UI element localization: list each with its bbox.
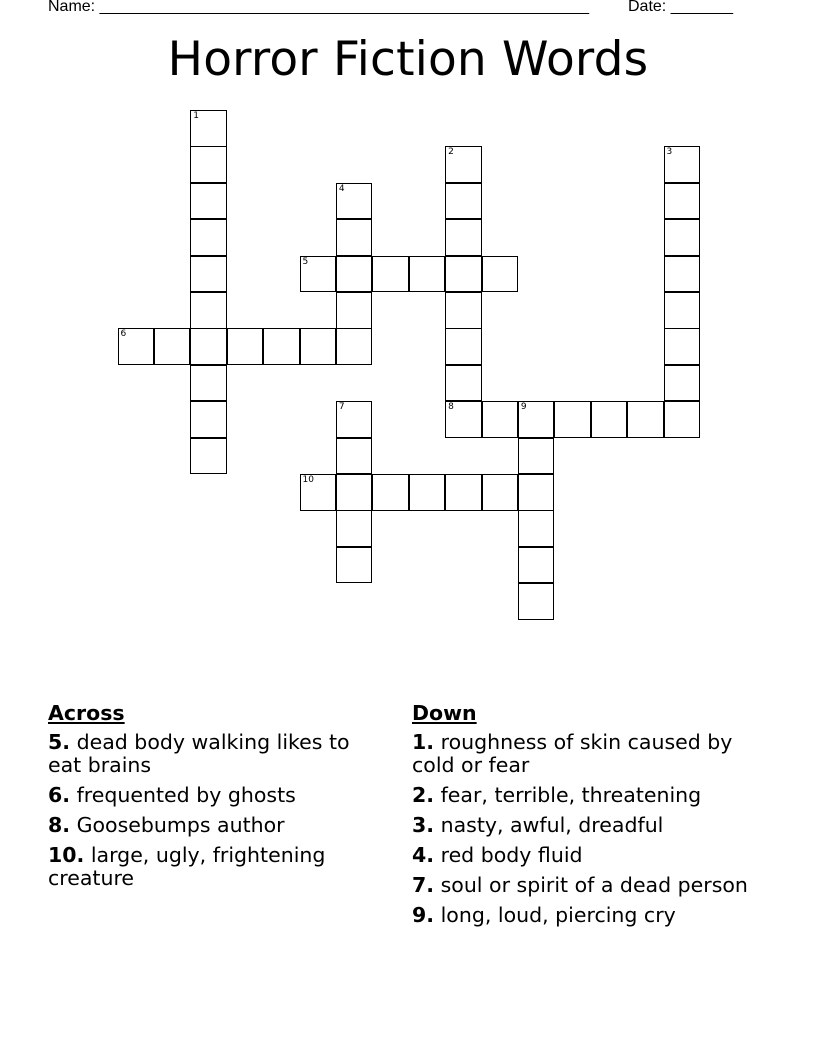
crossword-cell[interactable] xyxy=(372,474,409,511)
crossword-cell[interactable] xyxy=(518,547,555,584)
cell-number: 9 xyxy=(520,402,527,413)
clue-text: roughness of skin caused by cold or fear xyxy=(412,730,733,777)
cell-number: 1 xyxy=(193,111,200,121)
clue-text: soul or spirit of a dead person xyxy=(440,873,748,897)
clue-number: 5. xyxy=(48,730,71,754)
crossword-cell[interactable] xyxy=(664,183,701,220)
cell-number: 2 xyxy=(448,147,454,158)
down-heading: Down xyxy=(412,701,477,725)
cell-number: 7 xyxy=(338,402,345,413)
clue-number: 9. xyxy=(412,903,435,927)
crossword-cell[interactable] xyxy=(554,401,591,438)
crossword-cell[interactable] xyxy=(154,328,191,365)
crossword-cell[interactable] xyxy=(518,583,555,620)
clue-number: 6. xyxy=(48,783,71,807)
crossword-cell[interactable] xyxy=(118,328,155,365)
cell-number: 5 xyxy=(302,256,309,267)
name-field-line: Name: _______________________________________________________ xyxy=(48,0,589,15)
crossword-cell[interactable] xyxy=(190,292,227,329)
crossword-cell[interactable] xyxy=(336,292,373,329)
crossword-cell[interactable] xyxy=(445,365,482,402)
clue-text: large, ugly, frightening creature xyxy=(48,843,326,890)
clue-across-10 xyxy=(48,844,383,890)
clue-down-2 xyxy=(412,784,767,807)
crossword-cell[interactable] xyxy=(190,146,227,183)
crossword-cell[interactable] xyxy=(336,219,373,256)
crossword-cell[interactable] xyxy=(190,183,227,220)
crossword-cell[interactable] xyxy=(591,401,628,438)
page-title: Horror Fiction Words xyxy=(167,32,649,87)
crossword-cell[interactable] xyxy=(445,292,482,329)
crossword-cell[interactable] xyxy=(445,183,482,220)
crossword-cell[interactable] xyxy=(190,219,227,256)
crossword-cell[interactable] xyxy=(300,328,337,365)
crossword-cell[interactable] xyxy=(336,328,373,365)
crossword-cell[interactable] xyxy=(336,256,373,293)
crossword-cell[interactable] xyxy=(190,110,227,147)
crossword-cell[interactable] xyxy=(409,474,446,511)
crossword-cell[interactable] xyxy=(664,292,701,329)
clue-number: 2. xyxy=(412,783,435,807)
date-field-line: Date: _______ xyxy=(628,0,733,15)
crossword-cell[interactable] xyxy=(664,401,701,438)
crossword-cell[interactable] xyxy=(300,474,337,511)
clue-number: 1. xyxy=(412,730,435,754)
across-clues xyxy=(48,702,383,897)
clue-down-9 xyxy=(412,904,767,927)
clue-text: Goosebumps author xyxy=(76,813,285,837)
crossword-cell[interactable] xyxy=(336,474,373,511)
clue-number: 8. xyxy=(48,813,71,837)
crossword-cell[interactable] xyxy=(445,219,482,256)
crossword-cell[interactable] xyxy=(336,401,373,438)
clue-down-4 xyxy=(412,844,767,867)
crossword-cell[interactable] xyxy=(409,256,446,293)
clue-number: 3. xyxy=(412,813,435,837)
clue-text: fear, terrible, threatening xyxy=(440,783,702,807)
cell-number: 3 xyxy=(666,147,673,158)
crossword-cell[interactable] xyxy=(445,146,482,183)
crossword-cell[interactable] xyxy=(227,328,264,365)
crossword-cell[interactable] xyxy=(445,256,482,293)
crossword-cell[interactable] xyxy=(336,438,373,475)
crossword-cell[interactable] xyxy=(664,328,701,365)
clue-text: dead body walking likes to eat brains xyxy=(48,730,350,777)
crossword-cell[interactable] xyxy=(336,547,373,584)
clue-text: long, loud, piercing cry xyxy=(440,903,676,927)
clue-text: nasty, awful, dreadful xyxy=(440,813,664,837)
crossword-cell[interactable] xyxy=(518,438,555,475)
clue-text: frequented by ghosts xyxy=(76,783,296,807)
crossword-cell[interactable] xyxy=(664,219,701,256)
crossword-cell[interactable] xyxy=(445,401,482,438)
crossword-cell[interactable] xyxy=(190,401,227,438)
crossword-cell[interactable] xyxy=(336,510,373,547)
clue-across-8 xyxy=(48,814,383,837)
crossword-cell[interactable] xyxy=(518,401,555,438)
cell-number: 8 xyxy=(448,402,454,413)
clue-text: red body fluid xyxy=(440,843,583,867)
crossword-cell[interactable] xyxy=(518,510,555,547)
clue-across-5 xyxy=(48,731,383,777)
clue-number: 4. xyxy=(412,843,435,867)
clue-across-6 xyxy=(48,784,383,807)
crossword-cell[interactable] xyxy=(336,183,373,220)
crossword-cell[interactable] xyxy=(263,328,300,365)
crossword-cell[interactable] xyxy=(664,256,701,293)
crossword-cell[interactable] xyxy=(482,256,519,293)
crossword-cell[interactable] xyxy=(445,474,482,511)
crossword-cell[interactable] xyxy=(482,401,519,438)
crossword-cell[interactable] xyxy=(518,474,555,511)
cell-number: 4 xyxy=(338,183,345,194)
across-heading: Across xyxy=(48,701,125,725)
crossword-cell[interactable] xyxy=(300,256,337,293)
crossword-cell[interactable] xyxy=(190,256,227,293)
crossword-cell[interactable] xyxy=(372,256,409,293)
down-clues xyxy=(412,702,767,934)
crossword-cell[interactable] xyxy=(627,401,664,438)
crossword-cell[interactable] xyxy=(190,365,227,402)
crossword-cell[interactable] xyxy=(445,328,482,365)
cell-number: 6 xyxy=(120,329,127,340)
clue-number: 10. xyxy=(48,843,85,867)
crossword-cell[interactable] xyxy=(482,474,519,511)
clue-down-3 xyxy=(412,814,767,837)
crossword-cell[interactable] xyxy=(190,438,227,475)
clue-number: 7. xyxy=(412,873,435,897)
clue-down-7 xyxy=(412,874,767,897)
clue-down-1 xyxy=(412,731,767,777)
cell-number: 10 xyxy=(302,475,314,485)
crossword-cell[interactable] xyxy=(664,365,701,402)
crossword-cell[interactable] xyxy=(664,146,701,183)
crossword-cell[interactable] xyxy=(190,328,227,365)
